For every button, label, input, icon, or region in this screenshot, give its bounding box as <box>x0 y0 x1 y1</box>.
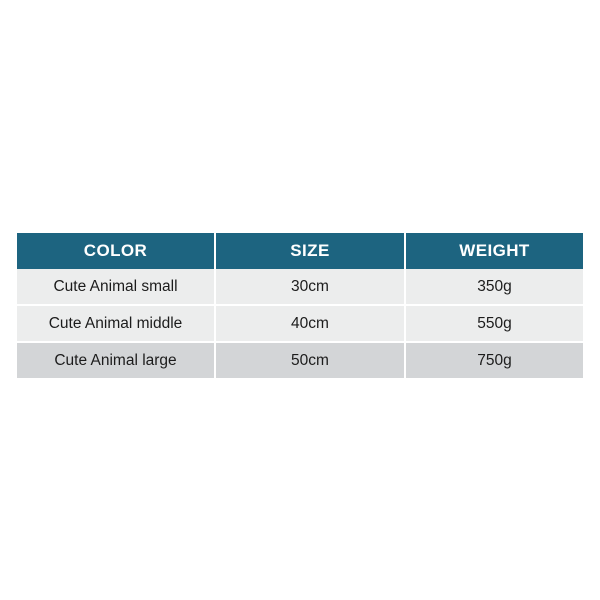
cell-color: Cute Animal large <box>17 342 215 378</box>
cell-weight: 350g <box>405 269 583 305</box>
table-header <box>17 233 583 269</box>
cell-weight: 550g <box>405 305 583 342</box>
table-row <box>17 305 583 342</box>
cell-size: 30cm <box>215 269 405 305</box>
cell-color: Cute Animal middle <box>17 305 215 342</box>
cell-size: 40cm <box>215 305 405 342</box>
table-header-row <box>17 233 583 269</box>
column-header-weight: WEIGHT <box>405 233 583 269</box>
specification-table <box>17 233 583 378</box>
table-body <box>17 269 583 378</box>
column-header-color: COLOR <box>17 233 215 269</box>
spec-table-container <box>17 233 583 378</box>
table-row <box>17 269 583 305</box>
cell-weight: 750g <box>405 342 583 378</box>
cell-size: 50cm <box>215 342 405 378</box>
table-row <box>17 342 583 378</box>
cell-color: Cute Animal small <box>17 269 215 305</box>
column-header-size: SIZE <box>215 233 405 269</box>
